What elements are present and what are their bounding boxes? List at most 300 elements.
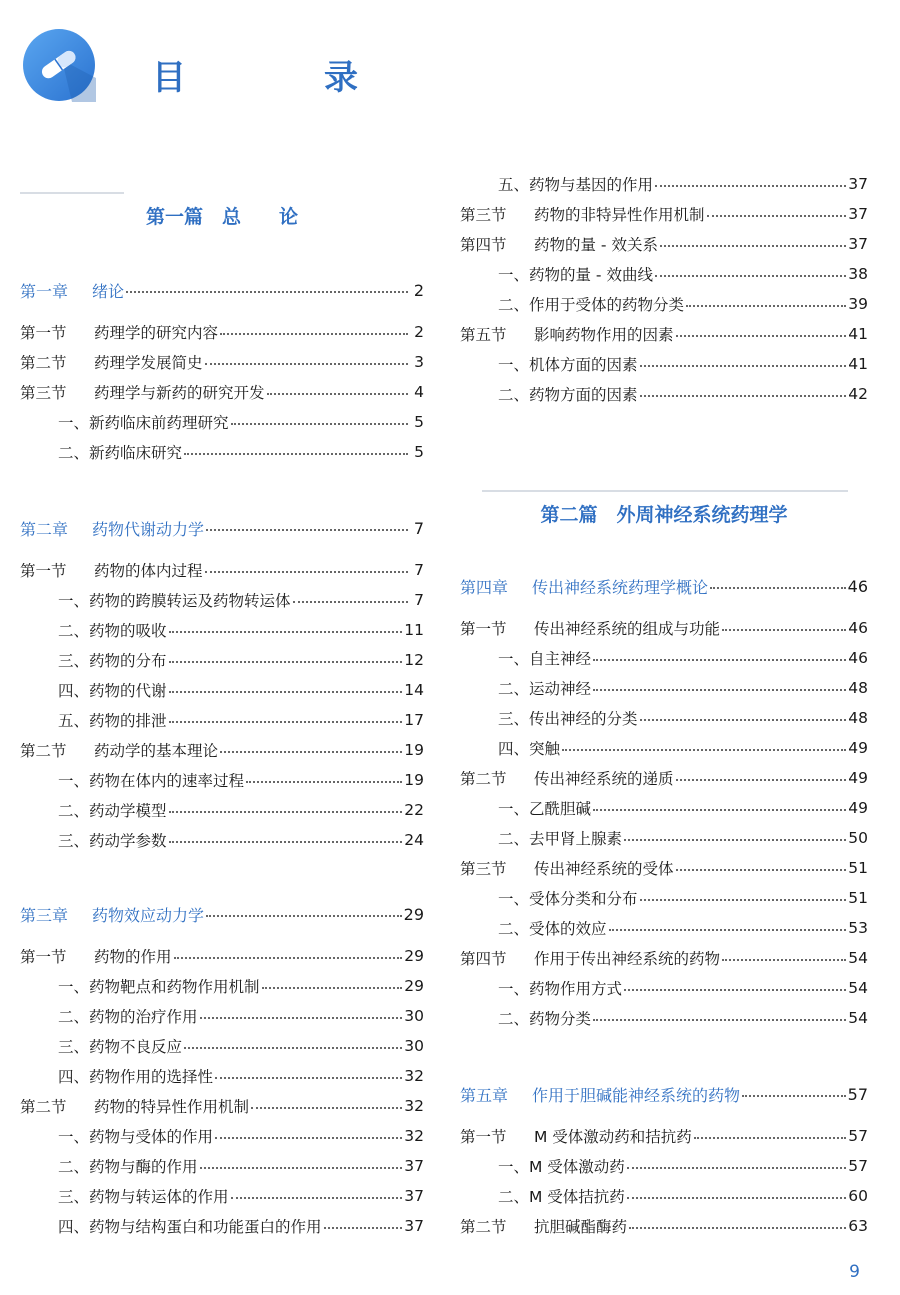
toc-entry-page: 11 bbox=[404, 621, 424, 639]
dot-leader bbox=[231, 1197, 403, 1199]
toc-entry-number: 第一节 bbox=[20, 948, 67, 966]
toc-entry-page: 2 bbox=[413, 280, 424, 300]
toc-entry-title: 作用于传出神经系统的药物 bbox=[534, 950, 721, 968]
toc-entry-chapter[interactable] bbox=[460, 1080, 868, 1108]
dot-leader bbox=[624, 989, 846, 991]
toc-entry-title: 二、去甲肾上腺素 bbox=[498, 830, 623, 848]
toc-entry-label bbox=[20, 829, 167, 851]
toc-entry-title: 三、药物不良反应 bbox=[58, 1038, 183, 1056]
toc-entry-number: 第五节 bbox=[460, 326, 507, 344]
toc-entry-label bbox=[20, 1095, 249, 1117]
toc-entry-number: 第四章 bbox=[460, 577, 509, 597]
toc-entry-number: 第一节 bbox=[460, 620, 507, 638]
toc-entry-title: 药物的体内过程 bbox=[94, 562, 203, 580]
toc-entry-page: 41 bbox=[848, 325, 868, 343]
toc-entry-label bbox=[20, 517, 204, 540]
toc-entry-page: 29 bbox=[403, 904, 424, 924]
toc-entry-title: 二、药物与酶的作用 bbox=[58, 1158, 198, 1176]
toc-entry-label bbox=[460, 203, 705, 225]
toc-entry-title: 一、药物的量 - 效曲线 bbox=[498, 266, 653, 284]
toc-entry-label bbox=[20, 739, 218, 761]
dot-leader bbox=[200, 1167, 403, 1169]
toc-entry-page: 4 bbox=[414, 383, 424, 401]
dot-leader bbox=[640, 395, 847, 397]
toc-entry-label bbox=[460, 173, 653, 195]
toc-entry-title: 药物的作用 bbox=[94, 948, 172, 966]
toc-entry-label bbox=[460, 977, 622, 999]
toc-entry-page: 60 bbox=[848, 1187, 868, 1205]
toc-entry-number: 第二章 bbox=[20, 519, 69, 539]
toc-entry-label bbox=[460, 647, 591, 669]
toc-entry-page: 29 bbox=[404, 947, 424, 965]
toc-entry-page: 54 bbox=[848, 1009, 868, 1027]
toc-entry-section[interactable] bbox=[20, 318, 424, 346]
toc-entry-title: 二、药物方面的因素 bbox=[498, 386, 638, 404]
toc-entry-title: 一、M 受体激动药 bbox=[498, 1158, 625, 1176]
toc-entry-title: 传出神经系统的递质 bbox=[534, 770, 674, 788]
toc-entry-title: 药物的非特异性作用机制 bbox=[534, 206, 705, 224]
toc-entry-page: 57 bbox=[847, 1084, 868, 1104]
toc-entry-label bbox=[20, 619, 167, 641]
toc-entry-label bbox=[460, 827, 622, 849]
toc-entry-sub[interactable] bbox=[460, 1182, 868, 1210]
toc-entry-label bbox=[20, 1035, 182, 1057]
toc-entry-page: 53 bbox=[848, 919, 868, 937]
dot-leader bbox=[686, 305, 846, 307]
toc-entry-label bbox=[20, 279, 124, 302]
dot-leader bbox=[629, 1227, 846, 1229]
toc-entry-section[interactable] bbox=[460, 200, 868, 228]
page-title: 目 录 bbox=[152, 58, 410, 98]
toc-entry-title: 三、药物与转运体的作用 bbox=[58, 1188, 229, 1206]
toc-entry-title: 药理学与新药的研究开发 bbox=[94, 384, 265, 402]
dot-leader bbox=[710, 587, 846, 589]
toc-entry-label bbox=[20, 709, 167, 731]
toc-entry-page: 48 bbox=[848, 709, 868, 727]
toc-entry-title: 二、作用于受体的药物分类 bbox=[498, 296, 685, 314]
toc-entry-title: 一、乙酰胆碱 bbox=[498, 800, 592, 818]
toc-entry-title: 一、药物的跨膜转运及药物转运体 bbox=[58, 592, 291, 610]
toc-entry-title: 药物代谢动力学 bbox=[92, 519, 205, 539]
toc-entry-title: 五、药物与基因的作用 bbox=[498, 176, 654, 194]
toc-entry-number: 第一节 bbox=[20, 562, 67, 580]
dot-leader bbox=[655, 275, 846, 277]
toc-entry-chapter[interactable] bbox=[20, 514, 424, 542]
toc-entry-page: 50 bbox=[848, 829, 868, 847]
toc-entry-number: 第二节 bbox=[460, 770, 507, 788]
toc-entry-label bbox=[20, 381, 265, 403]
toc-entry-label bbox=[20, 559, 203, 581]
toc-entry-title: M 受体激动药和拮抗药 bbox=[534, 1128, 692, 1146]
toc-entry-page: 38 bbox=[848, 265, 868, 283]
toc-entry-section[interactable] bbox=[20, 736, 424, 764]
toc-entry-label bbox=[460, 233, 658, 255]
toc-entry-page: 42 bbox=[848, 385, 868, 403]
dot-leader bbox=[169, 811, 403, 813]
dot-leader bbox=[660, 245, 846, 247]
toc-entry-page: 37 bbox=[404, 1217, 424, 1235]
dot-leader bbox=[200, 1017, 403, 1019]
dot-leader bbox=[627, 1167, 846, 1169]
toc-entry-label bbox=[460, 887, 638, 909]
dot-leader bbox=[640, 899, 847, 901]
dot-leader bbox=[624, 839, 846, 841]
dot-leader bbox=[206, 529, 408, 531]
dot-leader bbox=[246, 781, 402, 783]
dot-leader bbox=[220, 751, 402, 753]
toc-entry-section[interactable] bbox=[460, 230, 868, 258]
toc-entry-label bbox=[460, 737, 560, 759]
toc-entry-label bbox=[20, 769, 244, 791]
dot-leader bbox=[676, 779, 847, 781]
toc-entry-title: 二、药物的治疗作用 bbox=[58, 1008, 198, 1026]
toc-entry-title: 二、药物的吸收 bbox=[58, 622, 167, 640]
toc-entry-title: 传出神经系统药理学概论 bbox=[532, 577, 709, 597]
dot-leader bbox=[126, 291, 408, 293]
dot-leader bbox=[676, 335, 847, 337]
toc-entry-sub[interactable] bbox=[20, 766, 424, 794]
toc-entry-sub[interactable] bbox=[20, 586, 424, 614]
toc-entry-page: 7 bbox=[414, 561, 424, 579]
toc-entry-title: 药理学发展简史 bbox=[94, 354, 203, 372]
toc-entry-label bbox=[20, 1005, 198, 1027]
toc-entry-page: 54 bbox=[848, 979, 868, 997]
dot-leader bbox=[174, 957, 403, 959]
toc-entry-page: 7 bbox=[413, 518, 424, 538]
dot-leader bbox=[722, 959, 846, 961]
toc-entry-sub[interactable] bbox=[460, 884, 868, 912]
toc-entry-sub[interactable] bbox=[460, 794, 868, 822]
toc-entry-sub[interactable] bbox=[20, 408, 424, 436]
toc-entry-number: 第四节 bbox=[460, 236, 507, 254]
dot-leader bbox=[707, 215, 847, 217]
toc-entry-number: 第一节 bbox=[460, 1128, 507, 1146]
toc-entry-page: 46 bbox=[847, 576, 868, 596]
dot-leader bbox=[169, 631, 403, 633]
toc-entry-page: 3 bbox=[414, 353, 424, 371]
dot-leader bbox=[184, 1047, 402, 1049]
toc-entry-label bbox=[460, 323, 674, 345]
toc-entry-label bbox=[20, 975, 260, 997]
toc-entry-label bbox=[20, 589, 291, 611]
toc-entry-page: 32 bbox=[404, 1097, 424, 1115]
toc-entry-label bbox=[20, 1185, 229, 1207]
toc-entry-title: 一、新药临床前药理研究 bbox=[58, 414, 229, 432]
toc-entry-title: 一、药物与受体的作用 bbox=[58, 1128, 214, 1146]
toc-entry-page: 48 bbox=[848, 679, 868, 697]
toc-entry-sub[interactable] bbox=[460, 824, 868, 852]
toc-entry-page: 7 bbox=[414, 591, 424, 609]
toc-entry-page: 19 bbox=[404, 771, 424, 789]
dot-leader bbox=[215, 1077, 402, 1079]
toc-entry-label bbox=[460, 1155, 625, 1177]
toc-entry-title: 二、新药临床研究 bbox=[58, 444, 183, 462]
toc-entry-sub[interactable] bbox=[460, 974, 868, 1002]
toc-entry-label bbox=[460, 575, 708, 598]
toc-entry-page: 49 bbox=[848, 739, 868, 757]
toc-entry-label bbox=[20, 1155, 198, 1177]
dot-leader bbox=[627, 1197, 846, 1199]
dot-leader bbox=[640, 365, 847, 367]
toc-entry-label bbox=[20, 799, 167, 821]
dot-leader bbox=[593, 809, 846, 811]
toc-entry-sub[interactable] bbox=[460, 350, 868, 378]
toc-entry-label bbox=[460, 917, 607, 939]
toc-entry-section[interactable] bbox=[460, 320, 868, 348]
toc-entry-label bbox=[20, 351, 203, 373]
toc-entry-section[interactable] bbox=[460, 1212, 868, 1240]
toc-entry-number: 第二节 bbox=[20, 1098, 67, 1116]
toc-entry-label bbox=[460, 677, 591, 699]
toc-entry-title: 作用于胆碱能神经系统的药物 bbox=[532, 1085, 741, 1105]
toc-entry-title: 四、突触 bbox=[498, 740, 561, 758]
toc-entry-title: 三、药物的分布 bbox=[58, 652, 167, 670]
toc-entry-page: 22 bbox=[404, 801, 424, 819]
toc-entry-number: 第三节 bbox=[20, 384, 67, 402]
dot-leader bbox=[169, 661, 403, 663]
toc-entry-label bbox=[20, 903, 204, 926]
dot-leader bbox=[676, 869, 847, 871]
toc-entry-title: 一、机体方面的因素 bbox=[498, 356, 638, 374]
toc-entry-section[interactable] bbox=[460, 944, 868, 972]
toc-entry-section[interactable] bbox=[20, 556, 424, 584]
toc-entry-sub[interactable] bbox=[20, 1182, 424, 1210]
toc-entry-title: 影响药物作用的因素 bbox=[534, 326, 674, 344]
toc-entry-label bbox=[460, 1083, 740, 1106]
toc-entry-label bbox=[460, 767, 674, 789]
toc-entry-title: 药物的量 - 效关系 bbox=[534, 236, 658, 254]
toc-entry-title: 二、受体的效应 bbox=[498, 920, 607, 938]
toc-entry-sub[interactable] bbox=[20, 1212, 424, 1240]
dot-leader bbox=[293, 601, 408, 603]
toc-entry-label bbox=[20, 1065, 213, 1087]
toc-entry-title: 传出神经系统的组成与功能 bbox=[534, 620, 721, 638]
toc-entry-page: 37 bbox=[404, 1187, 424, 1205]
toc-entry-section[interactable] bbox=[20, 942, 424, 970]
toc-entry-page: 37 bbox=[848, 175, 868, 193]
toc-entry-label bbox=[460, 617, 720, 639]
toc-entry-label bbox=[20, 321, 218, 343]
dot-leader bbox=[742, 1095, 846, 1097]
toc-entry-label bbox=[460, 707, 638, 729]
dot-leader bbox=[267, 393, 408, 395]
part-divider bbox=[482, 490, 848, 492]
toc-entry-page: 49 bbox=[848, 799, 868, 817]
toc-entry-chapter[interactable] bbox=[460, 572, 868, 600]
toc-entry-page: 32 bbox=[404, 1067, 424, 1085]
toc-entry-chapter[interactable] bbox=[20, 900, 424, 928]
toc-entry-sub[interactable] bbox=[20, 1122, 424, 1150]
toc-entry-page: 41 bbox=[848, 355, 868, 373]
toc-entry-label bbox=[460, 1007, 591, 1029]
toc-entry-label bbox=[20, 679, 167, 701]
toc-entry-label bbox=[460, 947, 720, 969]
toc-entry-title: 药动学的基本理论 bbox=[94, 742, 219, 760]
toc-entry-section[interactable] bbox=[20, 1092, 424, 1120]
toc-entry-number: 第二节 bbox=[20, 354, 67, 372]
toc-entry-label bbox=[20, 411, 229, 433]
toc-entry-title: 绪论 bbox=[92, 281, 125, 301]
dot-leader bbox=[206, 915, 402, 917]
toc-entry-page: 29 bbox=[404, 977, 424, 995]
toc-entry-sub[interactable] bbox=[460, 704, 868, 732]
toc-entry-sub[interactable] bbox=[20, 1152, 424, 1180]
toc-entry-page: 5 bbox=[414, 443, 424, 461]
toc-entry-title: 二、药物分类 bbox=[498, 1010, 592, 1028]
toc-entry-sub[interactable] bbox=[460, 290, 868, 318]
toc-entry-label bbox=[20, 649, 167, 671]
toc-entry-sub[interactable] bbox=[460, 170, 868, 198]
toc-entry-title: 三、药动学参数 bbox=[58, 832, 167, 850]
toc-entry-title: 四、药物与结构蛋白和功能蛋白的作用 bbox=[58, 1218, 322, 1236]
dot-leader bbox=[593, 1019, 846, 1021]
toc-entry-section[interactable] bbox=[460, 1122, 868, 1150]
toc-entry-number: 第二节 bbox=[20, 742, 67, 760]
toc-entry-sub[interactable] bbox=[20, 706, 424, 734]
toc-entry-sub[interactable] bbox=[460, 734, 868, 762]
toc-entry-page: 37 bbox=[848, 205, 868, 223]
toc-entry-sub[interactable] bbox=[20, 646, 424, 674]
dot-leader bbox=[169, 691, 403, 693]
dot-leader bbox=[593, 689, 846, 691]
toc-entry-page: 5 bbox=[414, 413, 424, 431]
toc-entry-label bbox=[460, 353, 638, 375]
toc-entry-label bbox=[460, 1185, 625, 1207]
toc-entry-sub[interactable] bbox=[460, 1004, 868, 1032]
toc-entry-page: 46 bbox=[848, 619, 868, 637]
toc-entry-label bbox=[20, 1215, 322, 1237]
toc-entry-page: 49 bbox=[848, 769, 868, 787]
toc-entry-sub[interactable] bbox=[20, 438, 424, 466]
toc-entry-label bbox=[460, 263, 653, 285]
toc-entry-number: 第三章 bbox=[20, 905, 69, 925]
toc-entry-title: 一、受体分类和分布 bbox=[498, 890, 638, 908]
toc-entry-page: 12 bbox=[404, 651, 424, 669]
toc-entry-page: 51 bbox=[848, 889, 868, 907]
toc-entry-sub[interactable] bbox=[460, 380, 868, 408]
toc-entry-title: 药物的特异性作用机制 bbox=[94, 1098, 250, 1116]
dot-leader bbox=[722, 629, 846, 631]
toc-entry-chapter[interactable] bbox=[20, 276, 424, 304]
toc-entry-label bbox=[20, 1125, 213, 1147]
dot-leader bbox=[694, 1137, 846, 1139]
toc-entry-title: 药理学的研究内容 bbox=[94, 324, 219, 342]
toc-entry-number: 第三节 bbox=[460, 206, 507, 224]
toc-entry-page: 32 bbox=[404, 1127, 424, 1145]
toc-entry-sub[interactable] bbox=[20, 1002, 424, 1030]
toc-entry-title: 三、传出神经的分类 bbox=[498, 710, 638, 728]
dot-leader bbox=[231, 423, 408, 425]
toc-entry-number: 第三节 bbox=[460, 860, 507, 878]
dot-leader bbox=[205, 363, 408, 365]
toc-entry-page: 30 bbox=[404, 1007, 424, 1025]
dot-leader bbox=[609, 929, 847, 931]
toc-entry-label bbox=[20, 441, 182, 463]
toc-entry-title: 药物效应动力学 bbox=[92, 905, 205, 925]
toc-entry-page: 54 bbox=[848, 949, 868, 967]
toc-entry-page: 51 bbox=[848, 859, 868, 877]
toc-entry-page: 24 bbox=[404, 831, 424, 849]
toc-entry-sub[interactable] bbox=[460, 260, 868, 288]
toc-entry-section[interactable] bbox=[20, 348, 424, 376]
toc-entry-page: 46 bbox=[848, 649, 868, 667]
toc-entry-label bbox=[460, 1125, 692, 1147]
toc-entry-title: 四、药物的代谢 bbox=[58, 682, 167, 700]
toc-entry-title: 一、药物作用方式 bbox=[498, 980, 623, 998]
toc-entry-sub[interactable] bbox=[460, 1152, 868, 1180]
toc-entry-section[interactable] bbox=[460, 854, 868, 882]
book-logo-icon bbox=[22, 28, 96, 102]
toc-entry-number: 第二节 bbox=[460, 1218, 507, 1236]
toc-entry-label bbox=[460, 1215, 627, 1237]
dot-leader bbox=[205, 571, 408, 573]
dot-leader bbox=[251, 1107, 402, 1109]
toc-entry-section[interactable] bbox=[460, 764, 868, 792]
toc-entry-title: 一、药物在体内的速率过程 bbox=[58, 772, 245, 790]
toc-entry-sub[interactable] bbox=[20, 826, 424, 854]
toc-entry-number: 第五章 bbox=[460, 1085, 509, 1105]
toc-entry-title: 二、运动神经 bbox=[498, 680, 592, 698]
toc-entry-page: 63 bbox=[848, 1217, 868, 1235]
dot-leader bbox=[324, 1227, 403, 1229]
toc-entry-page: 30 bbox=[404, 1037, 424, 1055]
toc-entry-sub[interactable] bbox=[20, 616, 424, 644]
toc-entry-section[interactable] bbox=[460, 614, 868, 642]
part-heading: 第二篇 外周神经系统药理学 bbox=[540, 504, 788, 526]
dot-leader bbox=[169, 841, 403, 843]
toc-entry-title: 二、药动学模型 bbox=[58, 802, 167, 820]
toc-entry-page: 57 bbox=[848, 1127, 868, 1145]
toc-entry-title: 四、药物作用的选择性 bbox=[58, 1068, 214, 1086]
toc-entry-title: 抗胆碱酯酶药 bbox=[534, 1218, 628, 1236]
toc-entry-label bbox=[460, 383, 638, 405]
toc-entry-page: 19 bbox=[404, 741, 424, 759]
toc-entry-sub[interactable] bbox=[20, 1032, 424, 1060]
toc-entry-label bbox=[460, 857, 674, 879]
toc-entry-number: 第一章 bbox=[20, 281, 69, 301]
toc-entry-label bbox=[460, 797, 591, 819]
dot-leader bbox=[169, 721, 403, 723]
dot-leader bbox=[593, 659, 846, 661]
dot-leader bbox=[640, 719, 847, 721]
part-divider bbox=[20, 192, 124, 194]
dot-leader bbox=[262, 987, 403, 989]
dot-leader bbox=[655, 185, 846, 187]
toc-entry-label bbox=[20, 945, 172, 967]
toc-entry-sub[interactable] bbox=[460, 674, 868, 702]
dot-leader bbox=[220, 333, 408, 335]
toc-entry-section[interactable] bbox=[20, 378, 424, 406]
toc-entry-sub[interactable] bbox=[460, 914, 868, 942]
toc-entry-page: 39 bbox=[848, 295, 868, 313]
toc-entry-number: 第一节 bbox=[20, 324, 67, 342]
toc-entry-title: 一、药物靶点和药物作用机制 bbox=[58, 978, 260, 996]
toc-entry-sub[interactable] bbox=[20, 1062, 424, 1090]
page-number: 9 bbox=[849, 1262, 860, 1282]
toc-entry-title: 二、M 受体拮抗药 bbox=[498, 1188, 625, 1206]
part-heading: 第一篇 总 论 bbox=[145, 206, 298, 228]
toc-entry-page: 17 bbox=[404, 711, 424, 729]
dot-leader bbox=[215, 1137, 402, 1139]
toc-entry-sub[interactable] bbox=[460, 644, 868, 672]
toc-entry-sub[interactable] bbox=[20, 796, 424, 824]
toc-entry-sub[interactable] bbox=[20, 972, 424, 1000]
toc-entry-sub[interactable] bbox=[20, 676, 424, 704]
toc-entry-page: 14 bbox=[404, 681, 424, 699]
toc-entry-page: 37 bbox=[404, 1157, 424, 1175]
dot-leader bbox=[184, 453, 408, 455]
toc-entry-title: 五、药物的排泄 bbox=[58, 712, 167, 730]
